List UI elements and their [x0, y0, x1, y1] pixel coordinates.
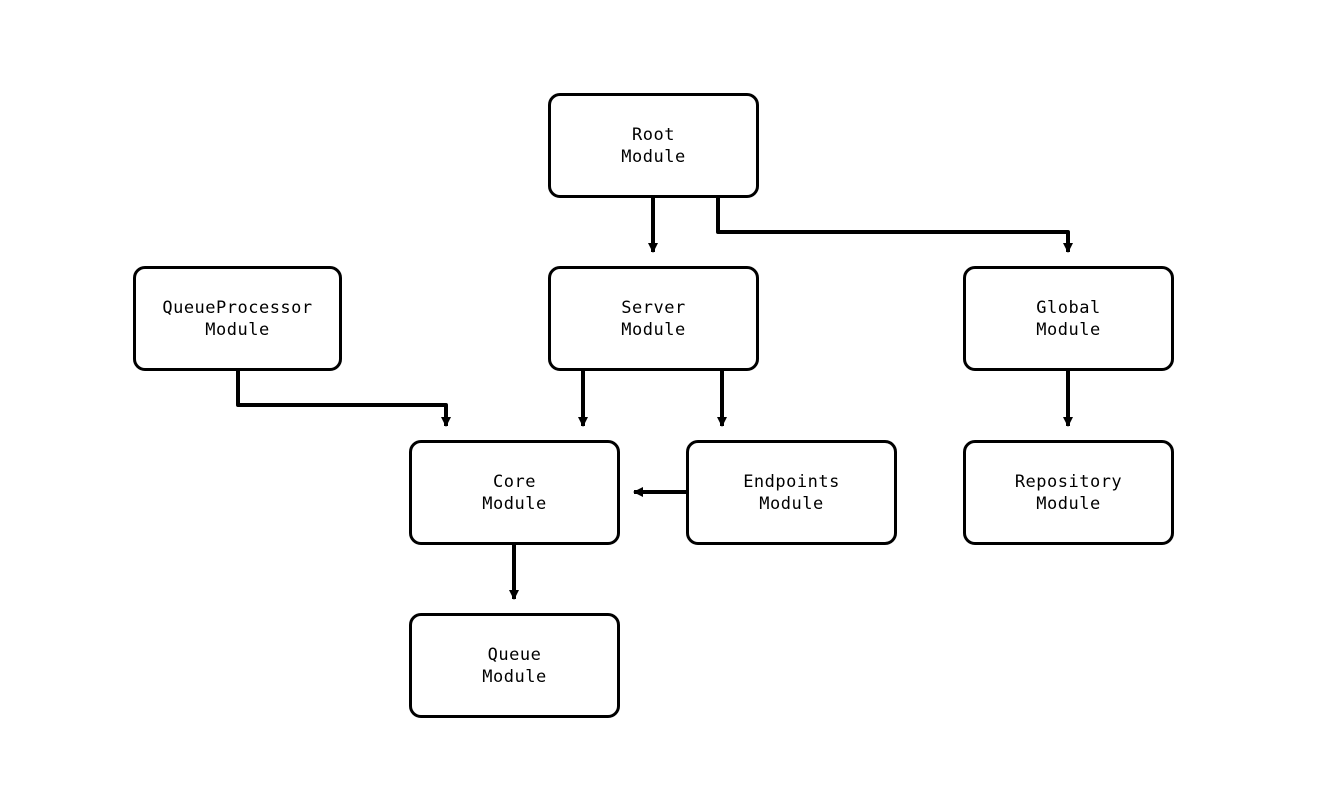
node-core-module[interactable] — [409, 440, 620, 545]
node-label-line1: Core — [493, 471, 536, 492]
node-endpoints-module[interactable] — [686, 440, 897, 545]
node-root-module[interactable] — [548, 93, 759, 198]
node-label-line2: Module — [621, 146, 686, 167]
node-label-line1: Repository — [1014, 471, 1123, 492]
node-label-line2: Module — [482, 666, 547, 687]
node-label-line2: Module — [205, 319, 270, 340]
node-label-line1: Server — [621, 297, 686, 318]
node-label-line1: Queue — [487, 644, 542, 665]
node-label-line2: Module — [1036, 319, 1101, 340]
node-server-module[interactable] — [548, 266, 759, 371]
node-label-line1: Endpoints — [743, 471, 840, 492]
node-queue-module[interactable] — [409, 613, 620, 718]
edge-queueprocessor-core — [238, 371, 446, 426]
node-label-line2: Module — [1036, 493, 1101, 514]
node-repository-module[interactable] — [963, 440, 1174, 545]
edge-root-global — [718, 198, 1068, 252]
node-label-line2: Module — [759, 493, 824, 514]
node-label-line1: Root — [632, 124, 675, 145]
node-label-line2: Module — [482, 493, 547, 514]
node-label-line2: Module — [621, 319, 686, 340]
node-queueprocessor-module[interactable] — [133, 266, 342, 371]
node-global-module[interactable] — [963, 266, 1174, 371]
node-label-line1: Global — [1036, 297, 1101, 318]
node-label-line1: QueueProcessor — [162, 297, 313, 318]
